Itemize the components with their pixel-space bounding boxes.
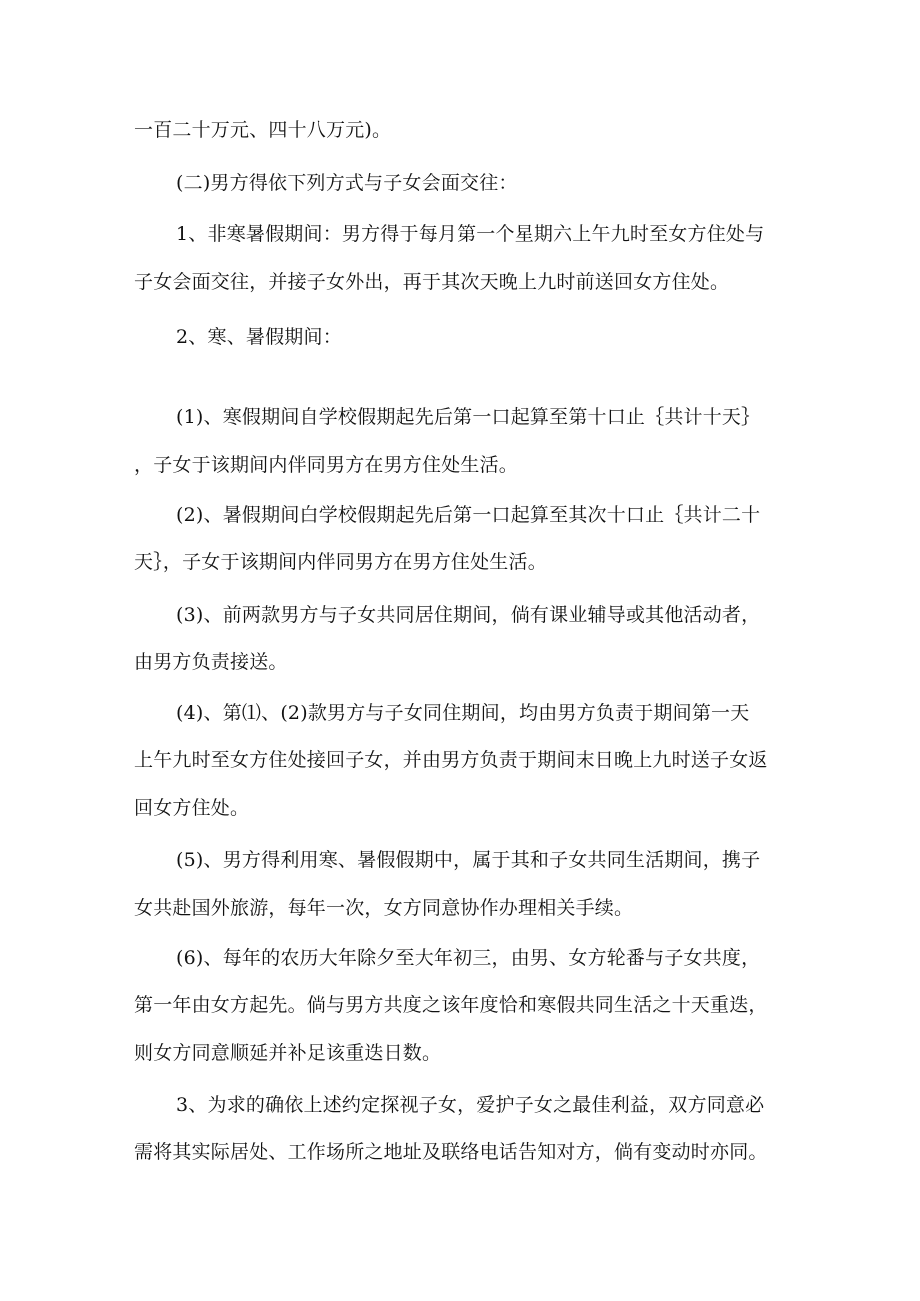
- text-line: ，子女于该期间内伴同男方在男方住处生活。: [134, 454, 519, 476]
- text-line: 女共赴国外旅游，每年一次，女方同意协作办理相关手续。: [134, 897, 634, 919]
- text-line: 1、非寒暑假期间：男方得于每月第一个星期六上午九时至女方住处与: [176, 223, 765, 245]
- text-line: 子女会面交往，并接子女外出，再于其次天晚上九时前送回女方住处。: [134, 271, 730, 293]
- text-line: 回女方住处。: [134, 797, 250, 819]
- section-heading: (二)男方得依下列方式与子女会面交往：: [176, 172, 518, 194]
- text-line: 第一年由女方起先。倘与男方共度之该年度恰和寒假共同生活之十天重迭，: [134, 994, 768, 1016]
- text-line: (1)、寒假期间自学校假期起先后第一口起算至第十口止｛共计十天｝: [176, 406, 761, 428]
- text-line: (3)、前两款男方与子女共同居住期间，倘有课业辅导或其他活动者，: [176, 604, 761, 626]
- text-line: 由男方负责接送。: [134, 651, 288, 673]
- text-line: (2)、暑假期间白学校假期起先后第一口起算至其次十口止｛共计二十: [176, 504, 761, 526]
- text-line: 天｝，子女于该期间内伴同男方在男方住处生活。: [134, 551, 547, 573]
- text-line: (4)、第⑴、(2)款男方与子女同住期间，均由男方负责于期间第一天: [176, 702, 750, 724]
- text-line: 一百二十万元、四十八万元)。: [134, 119, 392, 141]
- text-line: (5)、男方得利用寒、暑假假期中，属于其和子女共同生活期间，携子: [176, 849, 761, 871]
- text-line: 需将其实际居处、工作场所之地址及联络电话告知对方，倘有变动时亦同。: [134, 1141, 768, 1163]
- text-line: 则女方同意顺延并补足该重迭日数。: [134, 1042, 442, 1064]
- text-line: 2、寒、暑假期间：: [176, 326, 342, 348]
- text-line: 上午九时至女方住处接回子女，并由男方负责于期间末日晚上九时送子女返: [134, 749, 768, 771]
- text-line: 3、为求的确依上述约定探视子女，爱护子女之最佳利益，双方同意必: [176, 1094, 765, 1116]
- text-line: (6)、每年的农历大年除夕至大年初三，由男、女方轮番与子女共度，: [176, 947, 761, 969]
